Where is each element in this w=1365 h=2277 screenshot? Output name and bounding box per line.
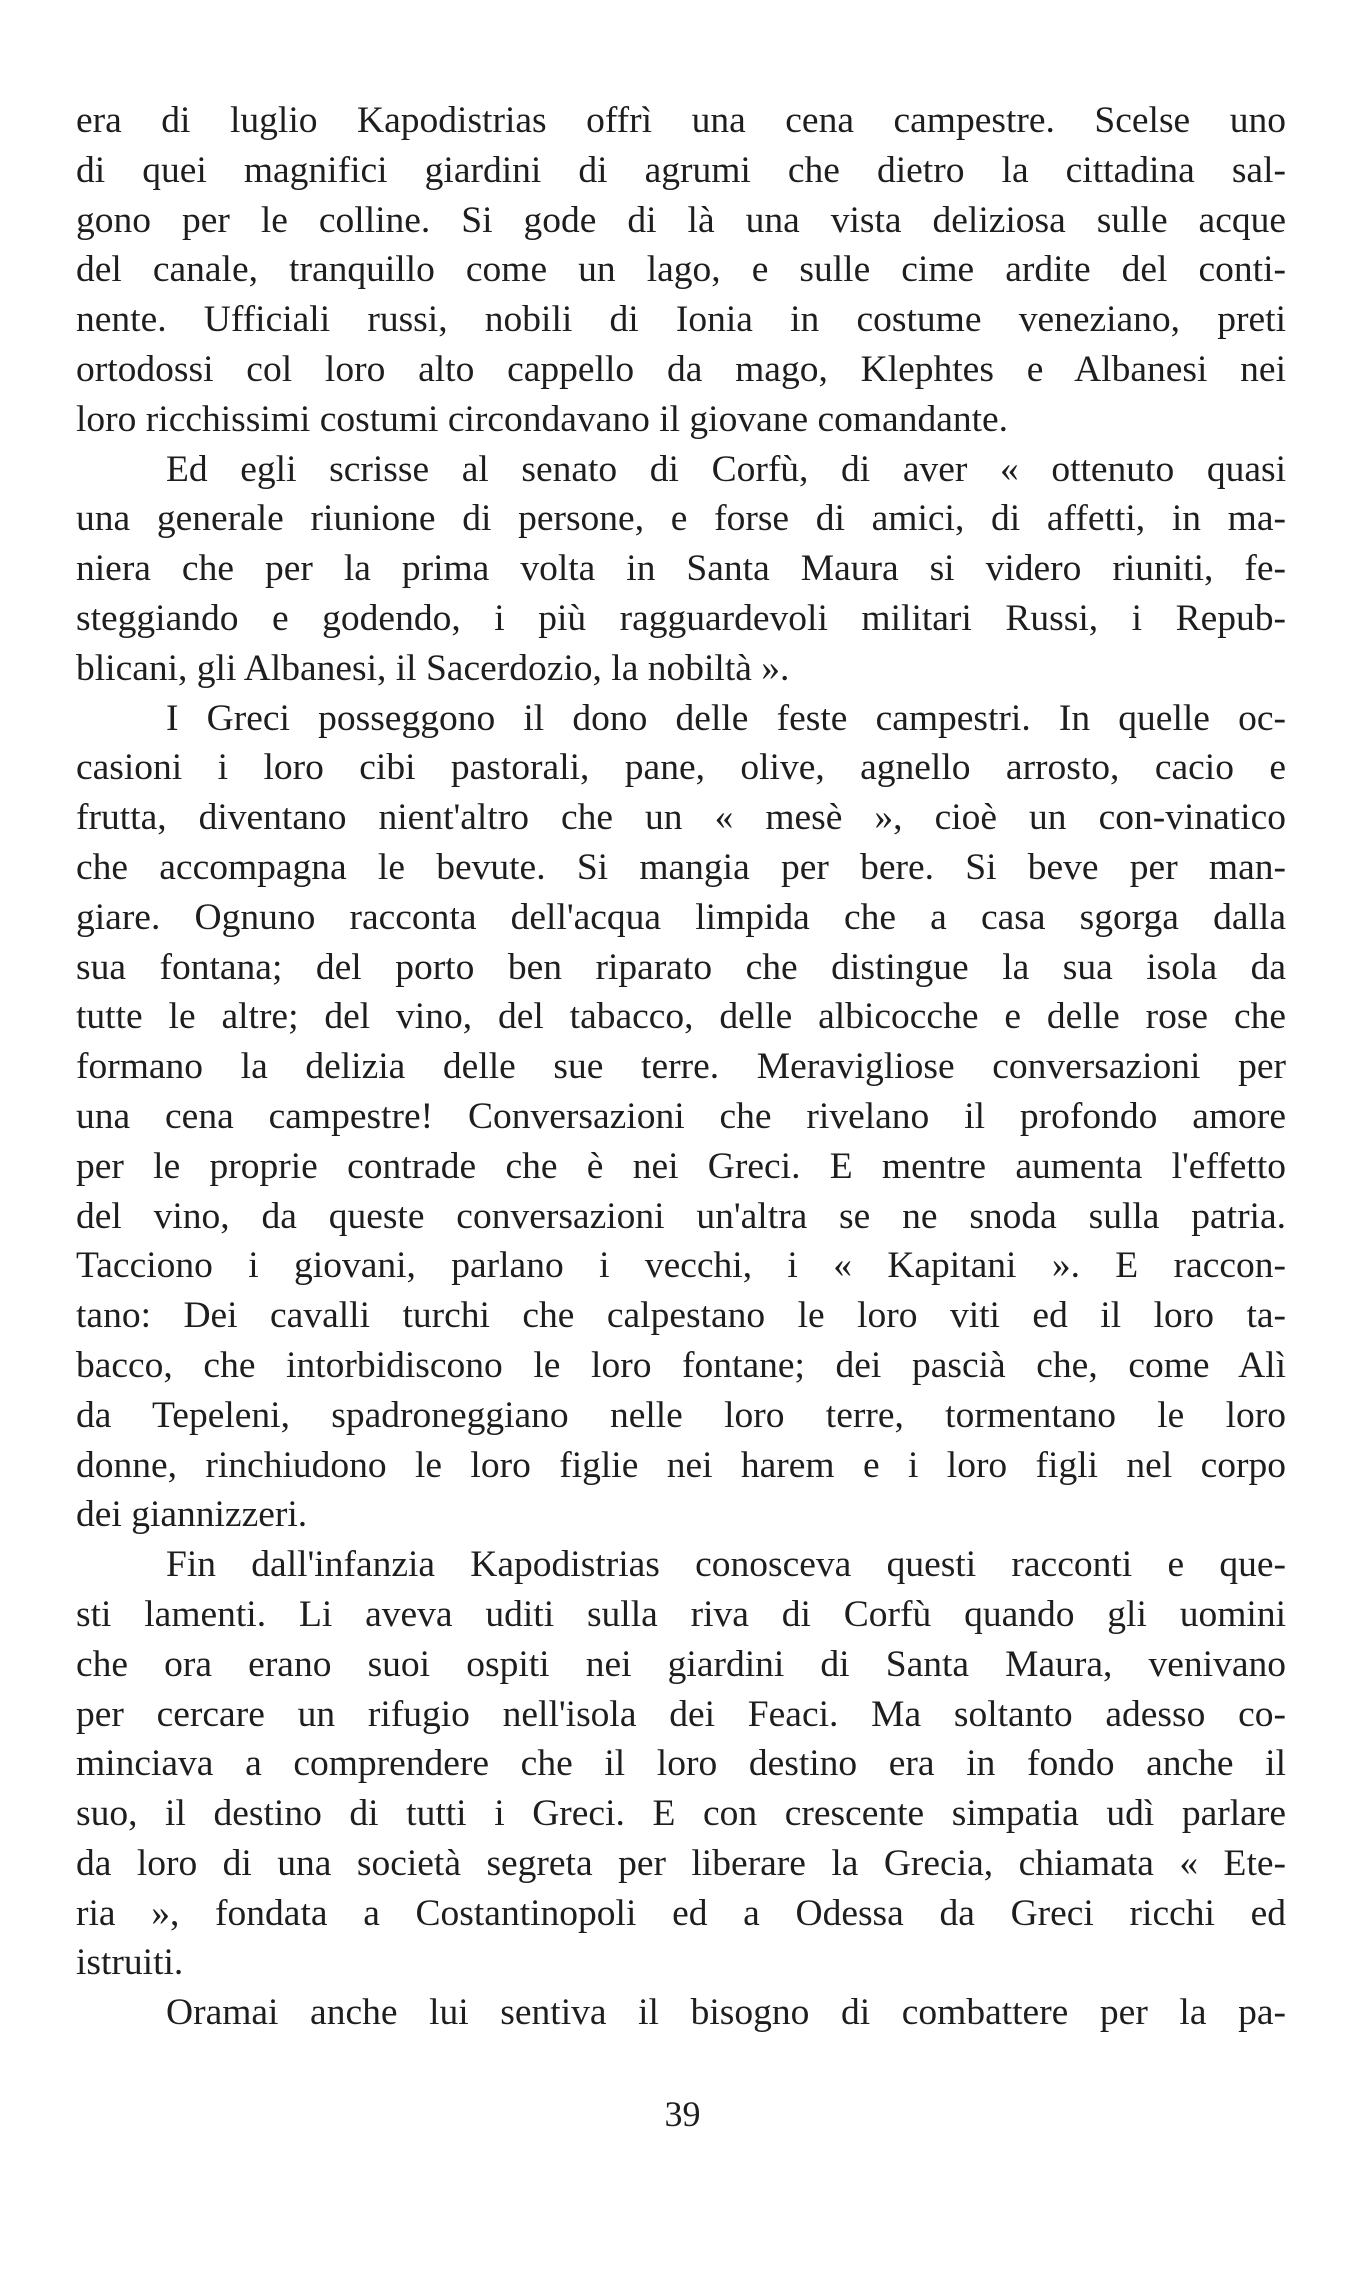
text-line: tutte le altre; del vino, del tabacco, delle albicocche e delle rose che xyxy=(76,996,1286,1038)
text-line: suo, il destino di tutti i Greci. E con crescente simpatia udì parlare xyxy=(76,1793,1286,1835)
text-line: da loro di una società segreta per liberare la Grecia, chiamata « Ete- xyxy=(76,1842,1286,1884)
text-line: blicani, gli Albanesi, il Sacerdozio, la nobiltà ». xyxy=(76,647,790,689)
text-line: nente. Ufficiali russi, nobili di Ionia in costume veneziano, preti xyxy=(76,299,1286,341)
text-line: una generale riunione di persone, e forse di amici, di affetti, in ma- xyxy=(76,498,1286,540)
text-line: una cena campestre! Conversazioni che rivelano il profondo amore xyxy=(76,1095,1286,1137)
text-line: I Greci posseggono il dono delle feste campestri. In quelle oc- xyxy=(166,697,1286,739)
page-body xyxy=(76,96,1286,2038)
text-line: donne, rinchiudono le loro figlie nei harem e i loro figli nel corpo xyxy=(76,1444,1286,1486)
text-line: Oramai anche lui sentiva il bisogno di combattere per la pa- xyxy=(166,1992,1286,2034)
text-line: per le proprie contrade che è nei Greci. E mentre aumenta l'effetto xyxy=(76,1145,1286,1187)
paragraph xyxy=(76,96,1286,445)
text-line: di quei magnifici giardini di agrumi che dietro la cittadina sal- xyxy=(76,149,1286,191)
text-line: ria », fondata a Costantinopoli ed a Odessa da Greci ricchi ed xyxy=(76,1892,1286,1934)
text-line: del canale, tranquillo come un lago, e sulle cime ardite del conti- xyxy=(76,249,1286,291)
text-line: istruiti. xyxy=(76,1942,184,1984)
paragraph xyxy=(76,1540,1286,1988)
text-line: loro ricchissimi costumi circondavano il giovane comandante. xyxy=(76,398,1009,440)
text-line: giare. Ognuno racconta dell'acqua limpida che a casa sgorga dalla xyxy=(76,896,1286,938)
page-number: 39 xyxy=(664,2094,701,2134)
paragraph xyxy=(76,445,1286,694)
text-line: bacco, che intorbidiscono le loro fontane; dei pascià che, come Alì xyxy=(76,1344,1286,1386)
text-line: casioni i loro cibi pastorali, pane, olive, agnello arrosto, cacio e xyxy=(76,747,1286,789)
text-line: da Tepeleni, spadroneggiano nelle loro terre, tormentano le loro xyxy=(76,1394,1286,1436)
text-line: frutta, diventano nient'altro che un « mesè », cioè un con-vinatico xyxy=(76,797,1286,839)
text-line: che accompagna le bevute. Si mangia per bere. Si beve per man- xyxy=(76,846,1286,888)
text-line: ortodossi col loro alto cappello da mago, Klephtes e Albanesi nei xyxy=(76,348,1286,390)
text-line: tano: Dei cavalli turchi che calpestano le loro viti ed il loro ta- xyxy=(76,1295,1286,1337)
text-line: del vino, da queste conversazioni un'altra se ne snoda sulla patria. xyxy=(76,1195,1286,1237)
text-line: Ed egli scrisse al senato di Corfù, di aver « ottenuto quasi xyxy=(166,448,1286,490)
text-line: niera che per la prima volta in Santa Maura si videro riuniti, fe- xyxy=(76,548,1286,590)
text-line: gono per le colline. Si gode di là una vista deliziosa sulle acque xyxy=(76,199,1286,241)
text-line: sua fontana; del porto ben riparato che distingue la sua isola da xyxy=(76,946,1286,988)
text-line: steggiando e godendo, i più ragguardevoli militari Russi, i Repub- xyxy=(76,597,1286,639)
text-line: formano la delizia delle sue terre. Meravigliose conversazioni per xyxy=(76,1046,1286,1088)
text-line: sti lamenti. Li aveva uditi sulla riva di Corfù quando gli uomini xyxy=(76,1593,1286,1635)
paragraph xyxy=(76,1988,1286,2038)
text-line: minciava a comprendere che il loro destino era in fondo anche il xyxy=(76,1743,1286,1785)
text-line: Tacciono i giovani, parlano i vecchi, i « Kapitani ». E raccon- xyxy=(76,1245,1286,1287)
text-line: per cercare un rifugio nell'isola dei Feaci. Ma soltanto adesso co- xyxy=(76,1693,1286,1735)
paragraph xyxy=(76,694,1286,1541)
text-line: Fin dall'infanzia Kapodistrias conosceva questi racconti e que- xyxy=(166,1544,1286,1586)
text-line: dei giannizzeri. xyxy=(76,1494,308,1536)
text-line: che ora erano suoi ospiti nei giardini di Santa Maura, venivano xyxy=(76,1643,1286,1685)
text-line: era di luglio Kapodistrias offrì una cena campestre. Scelse uno xyxy=(76,100,1286,141)
